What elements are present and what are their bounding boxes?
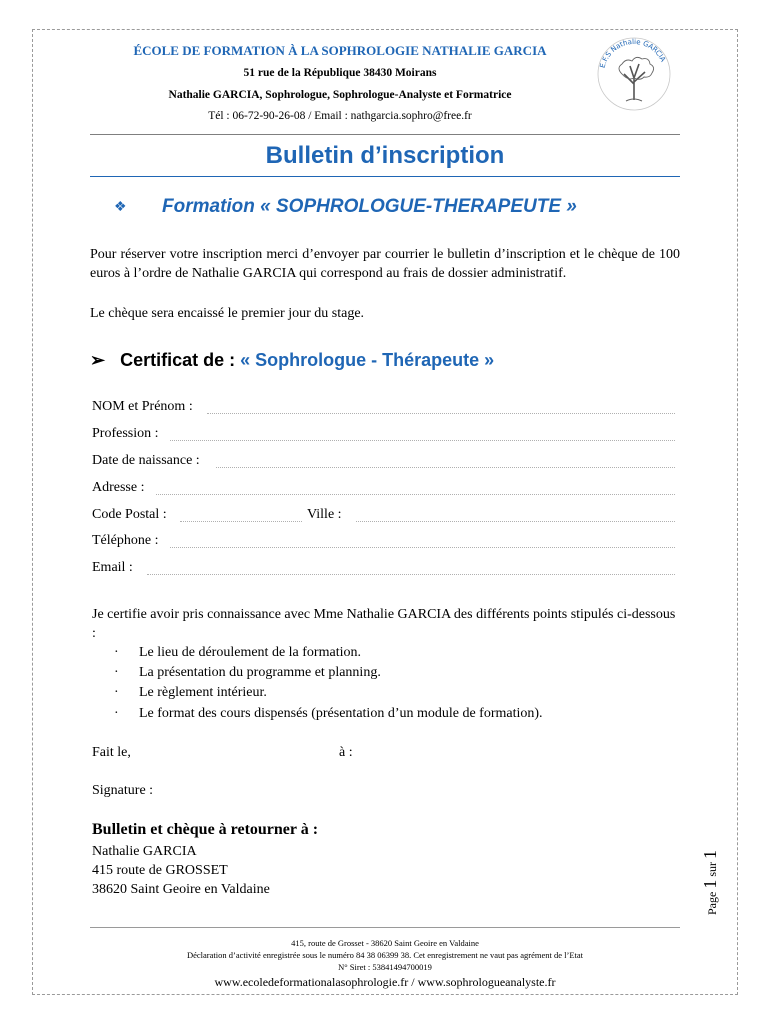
city-label: Ville :: [307, 507, 342, 522]
school-logo: [592, 34, 677, 112]
footer-declaration: Déclaration d’activité enregistrée sous le numéro 84 38 06399 38. Cet enregistrement ne vaut pas agrément de l’Etat: [186, 950, 584, 960]
formation-heading: Formation « SOPHROLOGUE-THERAPEUTE »: [162, 196, 577, 217]
birthdate-field[interactable]: [216, 467, 675, 468]
certificat-heading: [90, 350, 494, 371]
postal-code-label: Code Postal :: [92, 507, 167, 522]
list-bullet: ·: [114, 685, 119, 700]
profession-field[interactable]: [170, 440, 675, 441]
school-address: 51 rue de la République 38430 Moirans: [243, 67, 437, 79]
page-title: Bulletin d’inscription: [265, 142, 505, 169]
page-number: Page 1 sur 1: [700, 850, 720, 915]
name-label: NOM et Prénom :: [92, 399, 193, 414]
birthdate-label: Date de naissance :: [92, 453, 200, 468]
address-field[interactable]: [156, 494, 675, 495]
school-name: ÉCOLE DE FORMATION À LA SOPHROLOGIE NATHALIE GARCIA: [133, 43, 547, 58]
footer-divider: [90, 927, 680, 928]
return-line: 38620 Saint Geoire en Valdaine: [92, 882, 270, 897]
footer-siret: N° Siret : 53841494700019: [338, 962, 432, 972]
school-titles: Nathalie GARCIA, Sophrologue, Sophrologue-Analyste et Formatrice: [168, 89, 512, 101]
diamond-bullet-icon: ❖: [114, 200, 127, 215]
header-divider: [90, 134, 680, 135]
certificat-label: Certificat de :: [120, 350, 241, 370]
profession-label: Profession :: [92, 426, 159, 441]
a-label: à :: [339, 745, 353, 760]
title-underline: [90, 176, 680, 177]
return-heading: Bulletin et chèque à retourner à :: [92, 821, 319, 838]
list-bullet: ·: [114, 665, 119, 680]
logo-text: E.F.S Nathalie GARCIA: [598, 37, 668, 69]
email-field[interactable]: [147, 574, 675, 575]
name-field[interactable]: [207, 413, 675, 414]
return-line: Nathalie GARCIA: [92, 844, 197, 859]
list-item: Le lieu de déroulement de la formation.: [139, 645, 361, 660]
postal-code-field[interactable]: [180, 521, 302, 522]
acknowledgement-text: Je certifie avoir pris connaissance avec Mme Nathalie GARCIA des différents points stipulés ci-dessous :: [92, 607, 676, 641]
phone-label: Téléphone :: [92, 533, 159, 548]
list-bullet: ·: [114, 645, 119, 660]
return-line: 415 route de GROSSET: [92, 863, 228, 878]
intro-paragraph: Pour réserver votre inscription merci d’envoyer par courrier le bulletin d’inscription et le chèque de 100 euros à l’ordre de Nathalie GARCIA qui correspond au frais de dossier administratif.: [90, 247, 680, 281]
list-item: La présentation du programme et planning.: [139, 665, 381, 680]
certificat-value: « Sophrologue - Thérapeute »: [240, 350, 495, 370]
signature-label: Signature :: [92, 783, 154, 798]
arrow-bullet-icon: ➢: [90, 350, 106, 370]
phone-field[interactable]: [170, 547, 675, 548]
footer-websites[interactable]: www.ecoledeformationalasophrologie.fr / www.sophrologueanalyste.fr: [214, 975, 556, 989]
school-contact: Tél : 06-72-90-26-08 / Email : nathgarcia.sophro@free.fr: [208, 110, 472, 122]
cheque-note: Le chèque sera encaissé le premier jour du stage.: [90, 306, 365, 321]
footer-address: 415, route de Grosset - 38620 Saint Geoire en Valdaine: [291, 938, 479, 948]
city-field[interactable]: [356, 521, 675, 522]
fait-le-label: Fait le,: [92, 745, 131, 760]
list-bullet: ·: [114, 706, 119, 721]
email-label: Email :: [92, 560, 133, 575]
address-label: Adresse :: [92, 480, 145, 495]
list-item: Le format des cours dispensés (présentation d’un module de formation).: [139, 706, 543, 721]
list-item: Le règlement intérieur.: [139, 685, 267, 700]
